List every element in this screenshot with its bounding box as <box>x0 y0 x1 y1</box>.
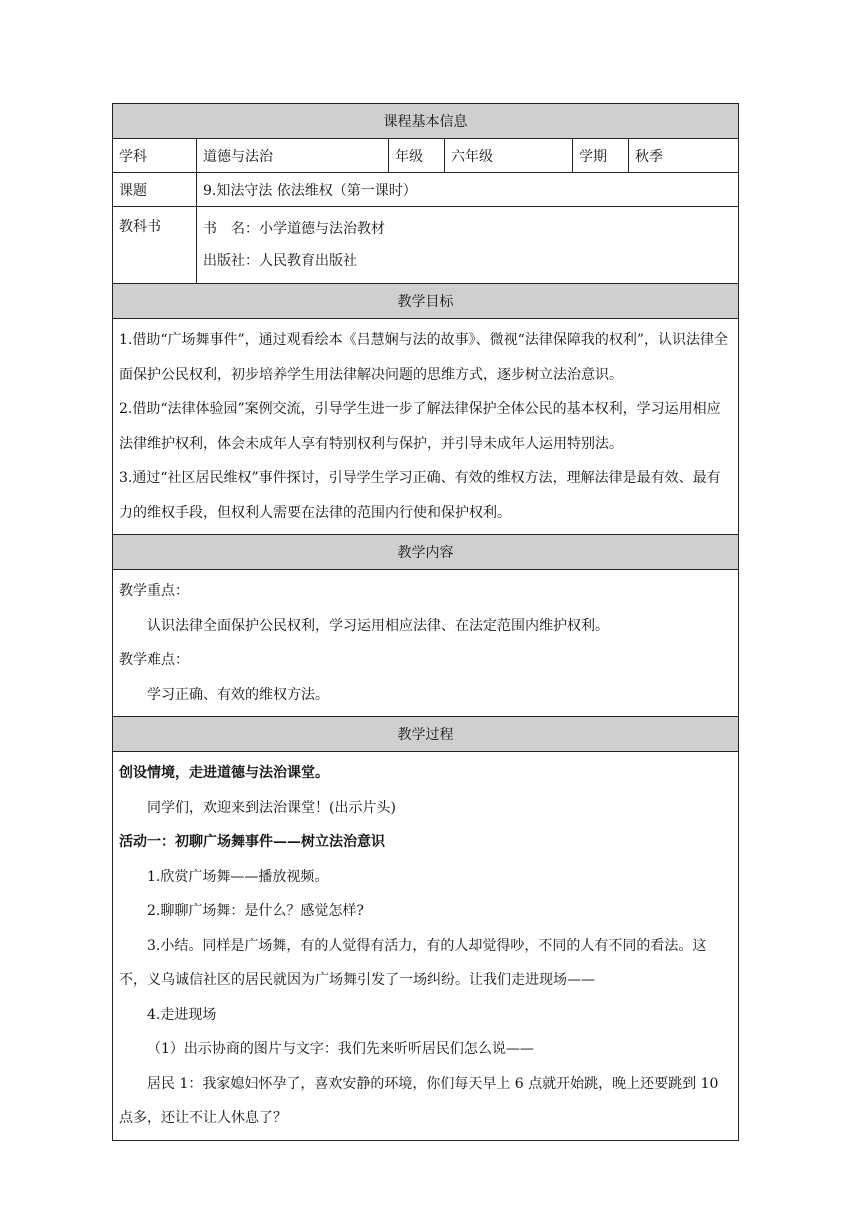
difficult-point-text: 学习正确、有效的维权方法。 <box>147 686 329 703</box>
grade-label: 年级 <box>389 139 445 173</box>
topic-label: 课题 <box>113 173 197 207</box>
textbook-publisher: 出版社：人民教育出版社 <box>203 253 357 269</box>
step-3: 3.小结。同样是广场舞，有的人觉得有活力，有的人却觉得吵，不同的人有不同的看法。这不，义乌诚信社区的居民就因为广场舞引发了一场纠纷。让我们走进现场—— <box>119 937 707 988</box>
resident-1-quote: 居民 1：我家媳妇怀孕了，喜欢安静的环境，你们每天早上 6 点就开始跳，晚上还要跳到 10 点多，还让不让人休息了？ <box>119 1075 719 1126</box>
objectives-body <box>113 319 739 535</box>
process-body <box>113 752 739 1141</box>
term-label: 学期 <box>573 139 629 173</box>
intro-title: 创设情境，走进道德与法治课堂。 <box>119 765 329 781</box>
subject-value: 道德与法治 <box>197 139 389 173</box>
grade-value: 六年级 <box>445 139 573 173</box>
textbook-label: 教科书 <box>113 207 197 284</box>
content-header: 教学内容 <box>113 535 739 570</box>
textbook-info <box>197 207 739 284</box>
key-point-text: 认识法律全面保护公民权利，学习运用相应法律、在法定范围内维护权利。 <box>147 617 609 634</box>
objective-1: 1.借助“广场舞事件”，通过观看绘本《吕慧娴与法的故事》、微视“法律保障我的权利”，认识法律全面保护公民权利，初步培养学生用法律解决问题的思维方式，逐步树立法治意识。 <box>119 332 728 383</box>
activity-1-title: 活动一：初聊广场舞事件——树立法治意识 <box>119 834 385 850</box>
objective-3: 3.通过“社区居民维权”事件探讨，引导学生学习正确、有效的维权方法，理解法律是最有效、最有力的维权手段，但权利人需要在法律的范围内行使和保护权利。 <box>119 470 721 521</box>
objective-2: 2.借助“法律体验园”案例交流，引导学生进一步了解法律保护全体公民的基本权利，学习运用相应法律维护权利，体会未成年人享有特别权利与保护，并引导未成年人运用特别法。 <box>119 401 721 452</box>
process-header: 教学过程 <box>113 717 739 752</box>
term-value: 秋季 <box>629 139 739 173</box>
step-2: 2.聊聊广场舞：是什么？感觉怎样? <box>147 903 364 919</box>
textbook-name: 书 名：小学道德与法治教材 <box>203 221 385 237</box>
step-4-1: （1）出示协商的图片与文字：我们先来听听居民们怎么说—— <box>147 1041 534 1057</box>
intro-text: 同学们，欢迎来到法治课堂！(出示片头) <box>147 799 396 816</box>
key-point-label: 教学重点： <box>119 583 189 599</box>
basic-info-header: 课程基本信息 <box>113 104 739 139</box>
step-4: 4.走进现场 <box>147 1006 217 1023</box>
content-body <box>113 570 739 717</box>
objectives-header: 教学目标 <box>113 284 739 319</box>
step-1: 1.欣赏广场舞——播放视频。 <box>147 868 329 885</box>
topic-value: 9.知法守法 依法维权（第一课时） <box>197 173 739 207</box>
lesson-plan-table <box>112 103 739 1141</box>
difficult-point-label: 教学难点： <box>119 652 189 668</box>
subject-label: 学科 <box>113 139 197 173</box>
